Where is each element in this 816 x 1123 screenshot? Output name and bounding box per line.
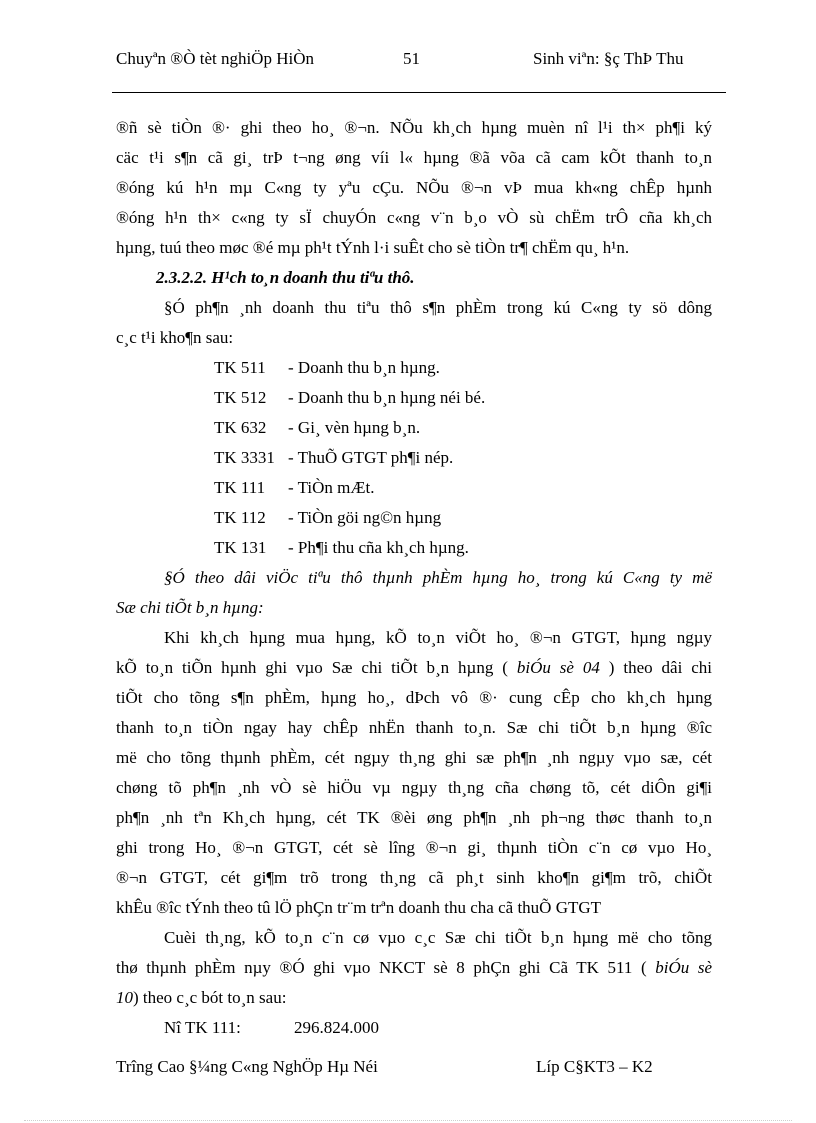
appendix-reference: biÓu sè bbox=[655, 958, 712, 977]
paragraph-accounts-intro bbox=[116, 293, 712, 353]
account-code: TK 112 bbox=[214, 508, 266, 527]
text-line bbox=[116, 983, 712, 1013]
text-line: cäc t¹i s¶n cã gi¸ trÞ t¬ng øng víi l« hµng ®ã võa cã cam kÕt thanh to¸n bbox=[116, 148, 712, 167]
page-bottom-divider bbox=[24, 1120, 792, 1121]
entry-account: Nî TK 111: bbox=[164, 1018, 241, 1037]
account-item bbox=[116, 413, 712, 443]
account-description: - TiÒn göi ng©n hµng bbox=[288, 508, 442, 527]
header-thesis-title: Chuyªn ®Ò tèt nghiÖp HiÒn bbox=[116, 49, 314, 68]
paragraph-sales-ledger bbox=[116, 623, 712, 923]
text-line: ®óng h¹n th× c«ng ty sÏ chuyÓn c«ng v¨n b¸o vÒ sù chËm trÔ cña kh¸ch bbox=[116, 208, 712, 227]
header-page-number: 51 bbox=[403, 49, 420, 68]
appendix-reference: biÓu sè 04 bbox=[516, 658, 600, 677]
account-code: TK 511 bbox=[214, 358, 266, 377]
text-line bbox=[116, 953, 712, 983]
text-segment: kÕ to¸n tiÕn hµnh ghi vµo Sæ chi tiÕt b¸n hµng ( bbox=[116, 658, 517, 677]
text-line: ®¬n GTGT, cét gi¶m trõ trong th¸ng cã ph¸t sinh kho¶n gi¶m trõ, chiÕt bbox=[116, 868, 712, 887]
account-code: TK 512 bbox=[214, 388, 267, 407]
appendix-reference: 10 bbox=[116, 988, 133, 1007]
text-line: ®óng kú h¹n mµ C«ng ty yªu cÇu. NÕu ®¬n vÞ mua kh«ng chÊp hµnh bbox=[116, 178, 712, 197]
footer-class: Líp C§KT3 – K2 bbox=[536, 1057, 653, 1076]
text-line: më cho tõng thµnh phÈm, cét ngµy th¸ng ghi sæ ph¶n ¸nh ngµy vµo sæ, cét bbox=[116, 748, 712, 767]
account-code: TK 111 bbox=[214, 478, 266, 497]
text-line: Sæ chi tiÕt b¸n hµng: bbox=[116, 598, 264, 617]
document-body bbox=[116, 113, 712, 1043]
header-student-name: Sinh viªn: §ç ThÞ Thu bbox=[533, 49, 684, 68]
text-line bbox=[116, 653, 712, 683]
text-line: tiÕt cho tõng s¶n phÈm, hµng ho¸, dÞch vô ®· cung cÊp cho kh¸ch hµng bbox=[116, 688, 712, 707]
header-rule bbox=[112, 92, 726, 93]
text-line: ghi trong Ho¸ ®¬n GTGT, cét sè lîng ®¬n gi¸ thµnh tiÒn c¨n cø vµo Ho¸ bbox=[116, 838, 712, 857]
page-header bbox=[116, 48, 726, 92]
account-list bbox=[116, 353, 712, 563]
text-line: Khi kh¸ch hµng mua hµng, kÕ to¸n viÕt ho¸ ®¬n GTGT, hµng ngµy bbox=[164, 628, 712, 647]
account-description: - Doanh thu b¸n hµng. bbox=[288, 358, 440, 377]
account-item bbox=[116, 383, 712, 413]
account-item bbox=[116, 353, 712, 383]
italic-subheading bbox=[116, 563, 712, 623]
account-item bbox=[116, 473, 712, 503]
text-line: Cuèi th¸ng, kÕ to¸n c¨n cø vµo c¸c Sæ chi tiÕt b¸n hµng më cho tõng bbox=[164, 928, 712, 947]
paragraph-payment-terms bbox=[116, 113, 712, 263]
text-segment: ) theo c¸c bót to¸n sau: bbox=[133, 988, 287, 1007]
account-description: - TiÒn mÆt. bbox=[288, 478, 375, 497]
account-description: - Gi¸ vèn hµng b¸n. bbox=[288, 418, 421, 437]
account-code: TK 3331 bbox=[214, 448, 275, 467]
text-line: c¸c t¹i kho¶n sau: bbox=[116, 328, 234, 347]
text-line: ph¶n ¸nh tªn Kh¸ch hµng, cét TK ®èi øng ph¶n ¸nh ph¬ng thøc thanh to¸n bbox=[116, 808, 712, 827]
paragraph-month-end bbox=[116, 923, 712, 1013]
account-item bbox=[116, 533, 712, 563]
text-segment: thø thµnh phÈm nµy ®Ó ghi vµo NKCT sè 8 phÇn ghi Cã TK 511 ( bbox=[116, 958, 656, 977]
text-line: chøng tõ ph¶n ¸nh vÒ sè hiÖu vµ ngµy th¸ng cña chøng tõ, cét diÔn gi¶i bbox=[116, 778, 712, 797]
text-line: hµng, tuú theo møc ®é mµ ph¹t tÝnh l·i suÊt cho sè tiÒn tr¶ chËm qu¸ h¹n. bbox=[116, 238, 630, 257]
text-line: thanh to¸n tiÒn ngay hay chÊp nhËn thanh to¸n. Sæ chi tiÕt b¸n hµng ®îc bbox=[116, 718, 712, 737]
account-description: - Doanh thu b¸n hµng néi bé. bbox=[288, 388, 486, 407]
text-segment: ) theo dâi chi bbox=[599, 658, 712, 677]
section-heading: 2.3.2.2. H¹ch to¸n doanh thu tiªu thô. bbox=[156, 268, 415, 287]
account-description: - Ph¶i thu cña kh¸ch hµng. bbox=[288, 538, 469, 557]
account-description: - ThuÕ GTGT ph¶i nép. bbox=[288, 448, 454, 467]
account-item bbox=[116, 503, 712, 533]
text-line: §Ó ph¶n ¸nh doanh thu tiªu thô s¶n phÈm trong kú C«ng ty sö dông bbox=[164, 298, 712, 317]
text-line: khÊu ®îc tÝnh theo tû lÖ phÇn tr¨m trªn doanh thu cha cã thuÕ GTGT bbox=[116, 898, 602, 917]
journal-entry bbox=[116, 1013, 712, 1043]
account-item bbox=[116, 443, 712, 473]
account-code: TK 131 bbox=[214, 538, 267, 557]
text-line: §Ó theo dâi viÖc tiªu thô thµnh phÈm hµng ho¸ trong kú C«ng ty më bbox=[164, 568, 712, 587]
entry-amount: 296.824.000 bbox=[294, 1018, 379, 1037]
account-code: TK 632 bbox=[214, 418, 267, 437]
text-line: ®ñ sè tiÒn ®· ghi theo ho¸ ®¬n. NÕu kh¸ch hµng muèn nî l¹i th× ph¶i ký bbox=[116, 118, 712, 137]
footer-school: Trîng Cao §¼ng C«ng NghÖp Hµ Néi bbox=[116, 1057, 378, 1076]
